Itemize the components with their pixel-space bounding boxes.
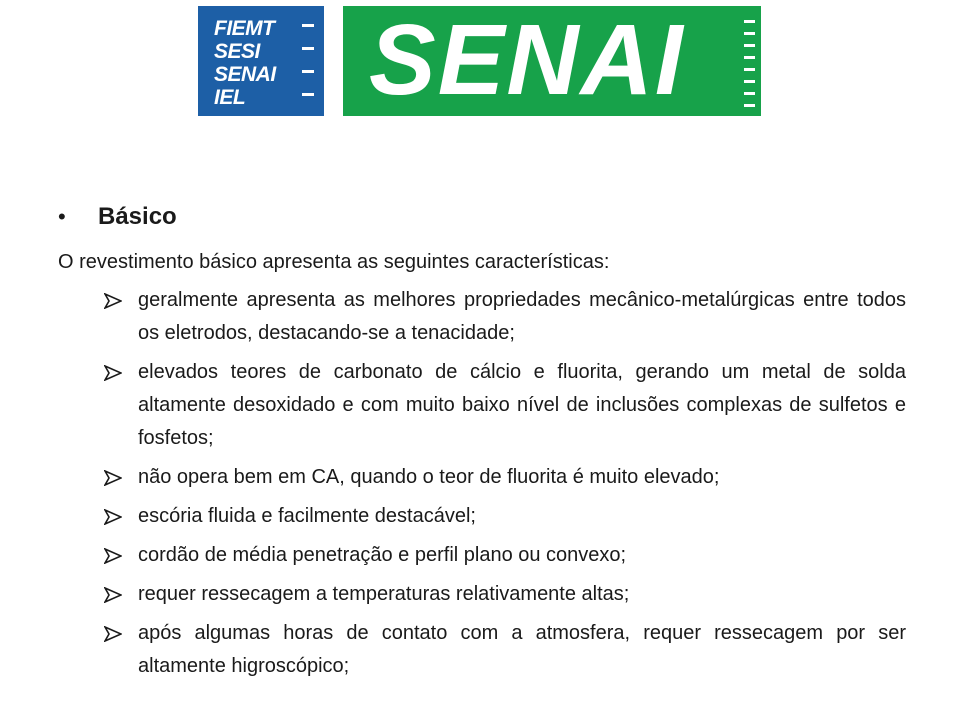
- section-heading: Básico: [98, 203, 177, 230]
- list-item-text: elevados teores de carbonato de cálcio e fluorita, gerando um metal de solda altamente desoxidado e com muito baixo nível de inclusões complexas de sulfetos e fosfetos;: [138, 361, 906, 449]
- arrowhead-bullet-icon: [104, 284, 128, 317]
- logo-line-iel: IEL: [214, 86, 246, 109]
- characteristics-list: [100, 284, 906, 689]
- list-item: [100, 461, 906, 494]
- logo-line-fiemt: FIEMT: [214, 17, 275, 40]
- logo-stripe: [744, 20, 755, 23]
- intro-text: O revestimento básico apresenta as seguintes características:: [58, 251, 610, 273]
- list-item: [100, 539, 906, 572]
- logo-dash: [302, 24, 314, 27]
- logo-dash: [302, 70, 314, 73]
- list-item-text: cordão de média penetração e perfil plano ou convexo;: [138, 544, 627, 566]
- logo-stripe: [744, 80, 755, 83]
- logo-stripe: [744, 92, 755, 95]
- arrowhead-bullet-icon: [104, 461, 128, 494]
- list-item: [100, 500, 906, 533]
- list-item: [100, 356, 906, 455]
- arrowhead-bullet-icon: [104, 356, 128, 389]
- list-item: [100, 617, 906, 683]
- list-item-text: geralmente apresenta as melhores propriedades mecânico-metalúrgicas entre todos os eletrodos, destacando-se a tenacidade;: [138, 289, 906, 344]
- arrowhead-bullet-icon: [104, 500, 128, 533]
- logo-stripe: [744, 104, 755, 107]
- arrowhead-bullet-icon: [104, 617, 128, 650]
- logo-dash: [302, 47, 314, 50]
- list-item-text: após algumas horas de contato com a atmosfera, requer ressecagem por ser altamente higroscópico;: [138, 622, 906, 677]
- logo-stripe: [744, 32, 755, 35]
- arrowhead-bullet-icon: [104, 539, 128, 572]
- fiemt-sesi-senai-iel-logo: [198, 6, 324, 116]
- senai-logo: [343, 6, 761, 116]
- logo-stripe: [744, 56, 755, 59]
- list-item-text: requer ressecagem a temperaturas relativamente altas;: [138, 583, 630, 605]
- logo-line-sesi: SESI: [214, 40, 260, 63]
- bullet-dot-icon: •: [58, 204, 66, 229]
- list-item-text: escória fluida e facilmente destacável;: [138, 505, 476, 527]
- logo-dash: [302, 93, 314, 96]
- list-item-text: não opera bem em CA, quando o teor de fluorita é muito elevado;: [138, 466, 720, 488]
- list-item: [100, 284, 906, 350]
- logo-stripe: [744, 44, 755, 47]
- logo-stripe: [744, 68, 755, 71]
- list-item: [100, 578, 906, 611]
- section-heading-row: [58, 200, 177, 234]
- logo-line-senai: SENAI: [214, 63, 276, 86]
- senai-logo-text: SENAI: [369, 6, 685, 116]
- arrowhead-bullet-icon: [104, 578, 128, 611]
